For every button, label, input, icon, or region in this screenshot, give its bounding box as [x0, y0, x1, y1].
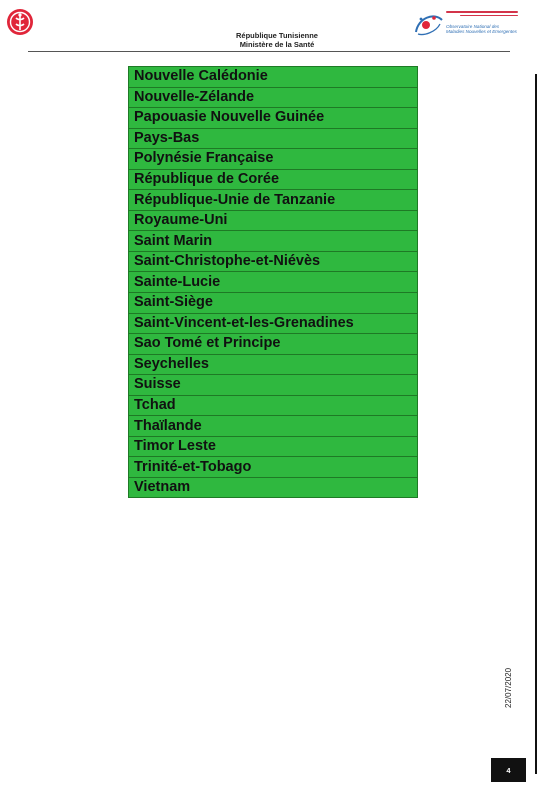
table-row	[129, 251, 418, 272]
table-row	[129, 477, 418, 498]
country-cell: Sainte-Lucie	[129, 272, 418, 293]
country-cell: Papouasie Nouvelle Guinée	[129, 108, 418, 129]
table-row	[129, 457, 418, 478]
country-cell: Saint Marin	[129, 231, 418, 252]
table-row	[129, 293, 418, 314]
table-row	[129, 272, 418, 293]
table-row	[129, 87, 418, 108]
table-row	[129, 375, 418, 396]
table-row	[129, 416, 418, 437]
country-cell: Polynésie Française	[129, 149, 418, 170]
header-title	[0, 31, 554, 49]
table-row	[129, 395, 418, 416]
country-cell: République de Corée	[129, 169, 418, 190]
country-cell: Sao Tomé et Principe	[129, 334, 418, 355]
country-cell: Saint-Christophe-et-Niévès	[129, 251, 418, 272]
country-cell: Vietnam	[129, 477, 418, 498]
country-cell: Pays-Bas	[129, 128, 418, 149]
side-divider	[535, 74, 537, 774]
table-row	[129, 190, 418, 211]
country-cell: Timor Leste	[129, 436, 418, 457]
page-number	[491, 758, 526, 782]
table-row	[129, 108, 418, 129]
table-row	[129, 354, 418, 375]
document-date: 22/07/2020	[504, 667, 513, 708]
country-cell: Nouvelle-Zélande	[129, 87, 418, 108]
country-cell: Trinité-et-Tobago	[129, 457, 418, 478]
country-cell: République-Unie de Tanzanie	[129, 190, 418, 211]
table-row	[129, 169, 418, 190]
header-line-2: Ministère de la Santé	[239, 40, 315, 49]
table-row	[129, 313, 418, 334]
table-row	[129, 210, 418, 231]
country-cell: Saint-Vincent-et-les-Grenadines	[129, 313, 418, 334]
table-row	[129, 149, 418, 170]
arabic-text-decoration	[446, 11, 518, 16]
table-row	[129, 436, 418, 457]
table-row	[129, 231, 418, 252]
country-cell: Tchad	[129, 395, 418, 416]
header-divider	[28, 51, 510, 52]
country-cell: Royaume-Uni	[129, 210, 418, 231]
table-row	[129, 128, 418, 149]
country-cell: Seychelles	[129, 354, 418, 375]
header-line-1: République Tunisienne	[236, 31, 318, 40]
observatory-name: Observatoire National des Maladies Nouvelles et Emergentes	[446, 24, 517, 34]
table-row	[129, 67, 418, 88]
country-cell: Suisse	[129, 375, 418, 396]
table-row	[129, 334, 418, 355]
page-number-label: 4	[506, 765, 511, 775]
country-cell: Saint-Siège	[129, 293, 418, 314]
country-table	[128, 66, 418, 498]
country-cell: Thaïlande	[129, 416, 418, 437]
country-cell: Nouvelle Calédonie	[129, 67, 418, 88]
